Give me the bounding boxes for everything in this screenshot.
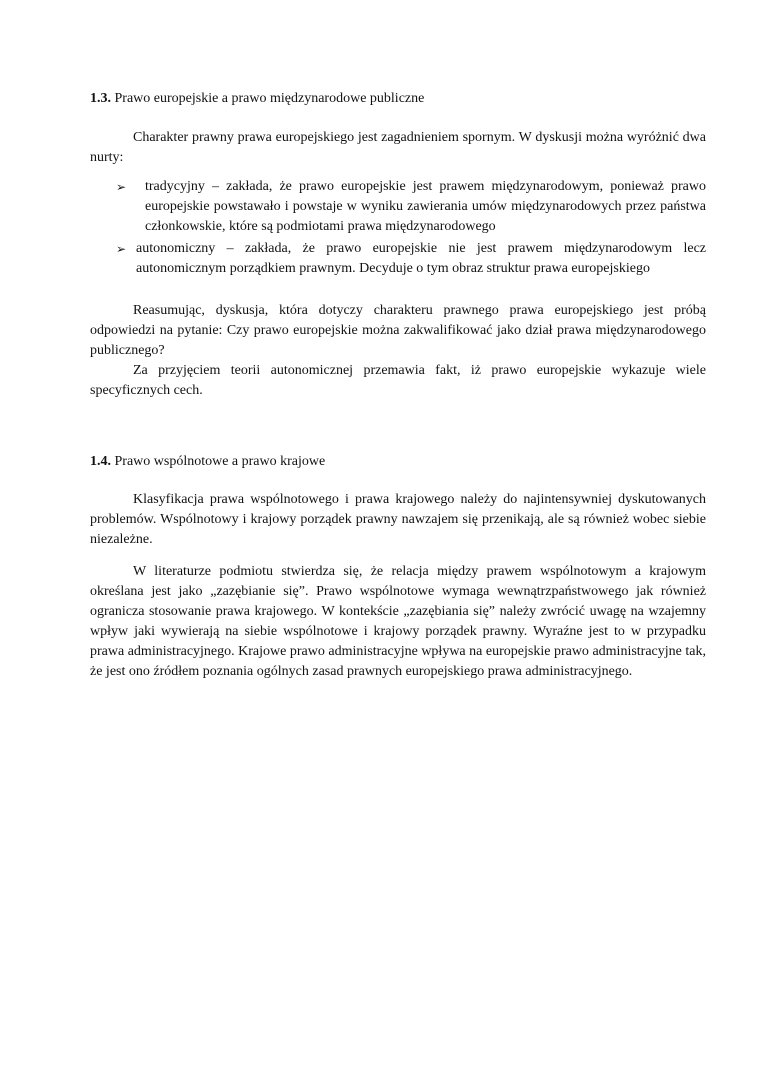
section-heading-1-4 xyxy=(90,452,706,474)
list-item-text: autonomiczny – zakłada, że prawo europejskie nie jest prawem międzynarodowym lecz autonomicznym porządkiem prawnym. Decyduje o tym obraz struktur prawa europejskiego xyxy=(136,241,706,276)
summary-paragraph: Reasumując, dyskusja, która dotyczy charakteru prawnego prawa europejskiego jest próbą odpowiedzi na pytanie: Czy prawo europejskie można zakwalifikować jako dział prawa międzynarodowego publicznego? xyxy=(90,303,706,358)
bullet-list xyxy=(90,177,706,279)
section-heading-1-3 xyxy=(90,89,706,111)
list-item-text: tradycyjny – zakłada, że prawo europejskie jest prawem międzynarodowym, ponieważ prawo europejskie powstawało i powstaje w wyniku zawierania umów międzynarodowych przez państwa członkowskie, które są podmiotami prawa międzynarodowego xyxy=(145,179,706,234)
list-item xyxy=(90,177,706,237)
document-content xyxy=(90,89,706,682)
conclusion-paragraph: Za przyjęciem teorii autonomicznej przemawia fakt, iż prawo europejskie wykazuje wiele specyficznych cech. xyxy=(90,363,706,398)
arrow-bullet-icon: ➢ xyxy=(116,242,127,256)
paragraph-literature: W literaturze podmiotu stwierdza się, że relacja między prawem wspólnotowym a krajowym określana jest jako „zazębianie się”. Prawo wspólnotowe wymaga wewnątrzpaństwowego jak również ogranicza stosowanie prawa krajowego. W kontekście „zazębiania się” należy zwrócić uwagę na wzajemny wpływ jaki wywierają na siebie wspólnotowe i krajowy porządek prawny. Wyraźne jest to w przypadku prawa administracyjnego. Krajowe prawo administracyjne wpływa na europejskie prawo administracyjne tak, że jest ono źródłem poznania ogólnych zasad prawnych europejskiego prawa administracyjnego. xyxy=(90,564,706,679)
arrow-bullet-icon: ➢ xyxy=(116,180,127,194)
section-number: 1.4. xyxy=(90,454,111,469)
paragraph-classification: Klasyfikacja prawa wspólnotowego i prawa krajowego należy do najintensywniej dyskutowanych problemów. Wspólnotowy i krajowy porządek prawny nawzajem się przenikają, ale są również wobec siebie niezależne. xyxy=(90,492,706,547)
section-title: Prawo wspólnotowe a prawo krajowe xyxy=(114,454,326,469)
section-number: 1.3. xyxy=(90,91,111,106)
intro-paragraph: Charakter prawny prawa europejskiego jest zagadnieniem spornym. W dyskusji można wyróżnić dwa nurty: xyxy=(90,130,706,165)
list-item xyxy=(90,239,706,279)
section-title: Prawo europejskie a prawo międzynarodowe publiczne xyxy=(114,91,425,106)
